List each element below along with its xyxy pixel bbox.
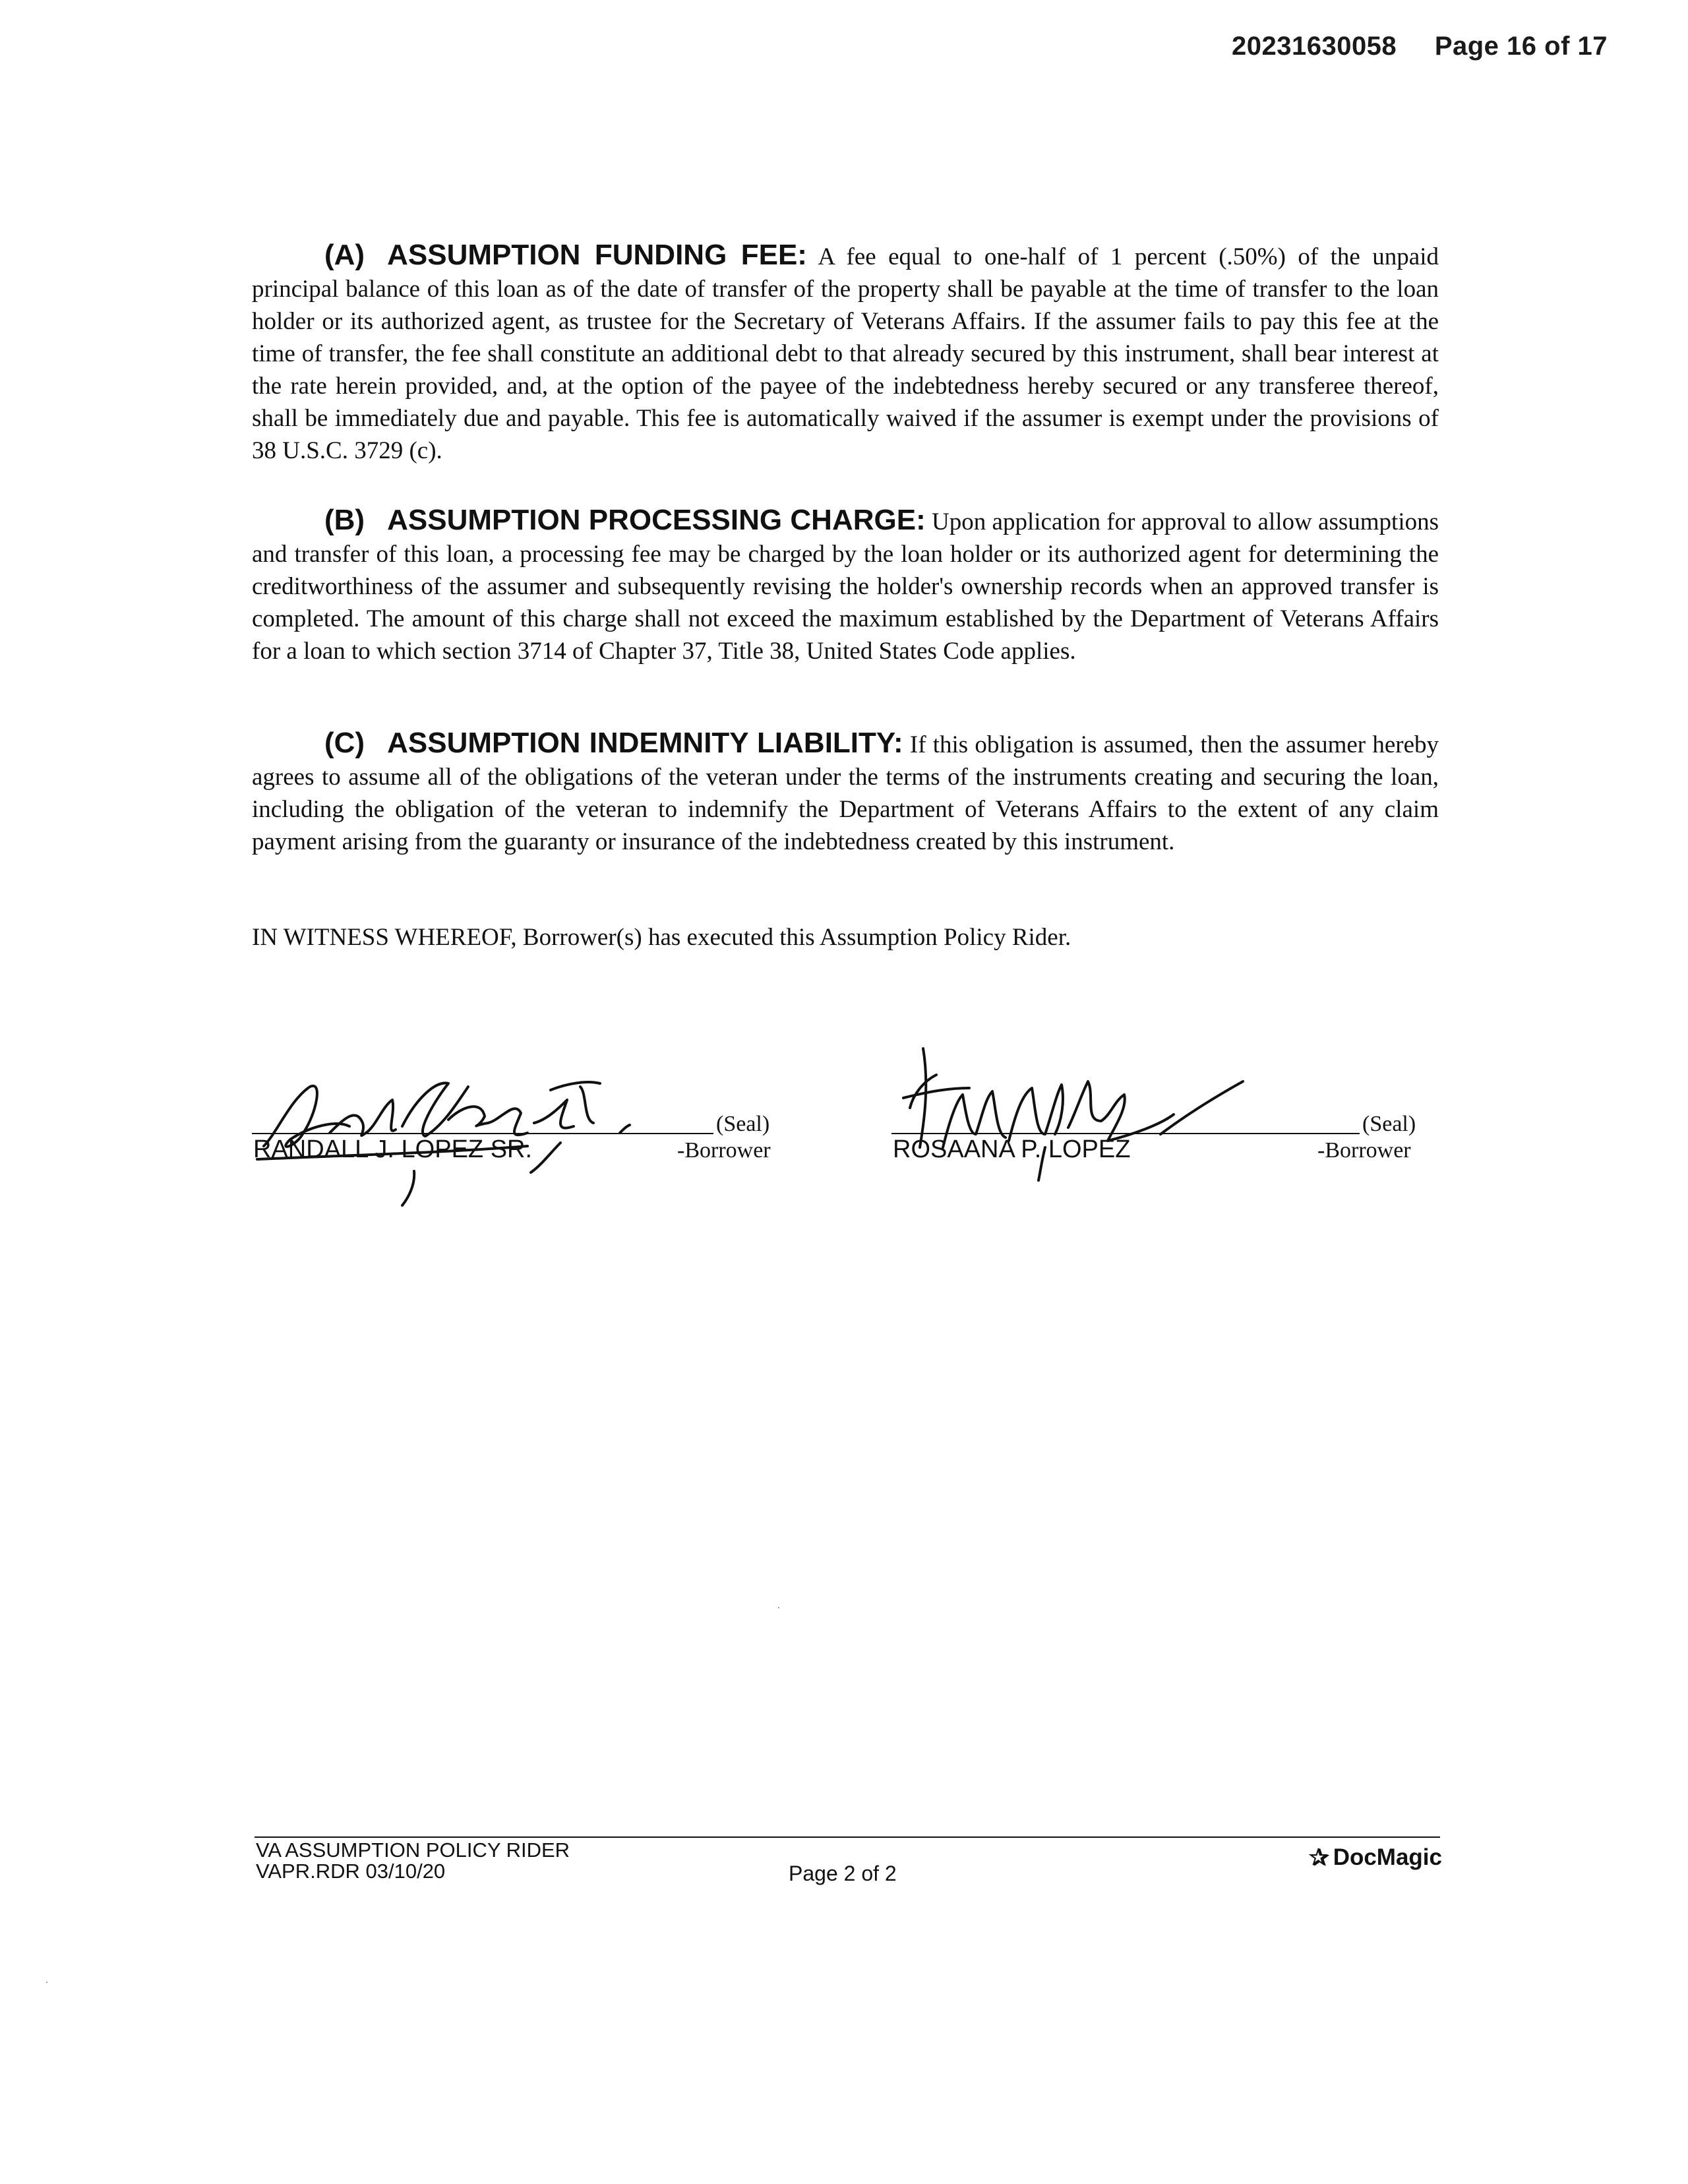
brand-name: DocMagic [1333,1844,1442,1870]
witness-text: IN WITNESS WHEREOF, Borrower(s) has executed this Assumption Policy Rider. [252,924,1071,951]
handwritten-signature-1 [251,1060,673,1192]
handwritten-signature-2 [884,1035,1253,1187]
document-number: 20231630058 [1231,32,1397,61]
clause-title: ASSUMPTION PROCESSING CHARGE: [387,504,926,536]
signer-name: ROSAANA P. LOPEZ [893,1136,1131,1163]
clause-text: If this obligation is assumed, then the assumer hereby agrees to assume all of the obligations of the veteran under the terms of the instruments creating and securing the loan, including the obligation of the veteran to indemnify the Department of Veterans Affairs to the extent of any claim payment arising from the guaranty or insurance of the indebtedness created by this instrument. [252,731,1439,855]
clause-text: Upon application for approval to allow assumptions and transfer of this loan, a processing fee may be charged by the loan holder or its authorized agent for determining the creditworthiness of the assumer and subsequently revising the holder's ownership records when an approved transfer is completed. The amount of this charge shall not exceed the maximum established by the Department of Veterans Affairs for a loan to which section 3714 of Chapter 37, Title 38, United States Code applies. [252,508,1439,665]
scan-speck [46,1982,47,1983]
footer-page-label: Page 2 of 2 [789,1862,897,1885]
clause-letter: (C) [324,727,365,759]
scan-speck [778,1607,779,1608]
clause-heading [252,239,807,271]
clause-assumption-funding-fee [252,239,1439,467]
clause-text: A fee equal to one-half of 1 percent (.50%) of the unpaid principal balance of this loan as of the date of transfer of the property shall be payable at the time of transfer to the loan holder or its authorized agent, as trustee for the Secretary of Veterans Affairs. If the assumer fails to pay this fee at the time of transfer, the fee shall constitute an additional debt to that already secured by this instrument, shall bear interest at the rate herein provided, and, at the option of the payee of the indebtedness hereby secured or any transferee thereof, shall be immediately due and payable. This fee is automatically waived if the assumer is exempt under the provisions of 38 U.S.C. 3729 (c). [252,243,1439,464]
recording-page-label: Page 16 of 17 [1434,32,1608,61]
signer-role: -Borrower [677,1138,771,1163]
signer-name: RANDALL J. LOPEZ SR. [253,1136,533,1163]
clause-title: ASSUMPTION FUNDING FEE: [387,239,807,271]
signature-line [891,1133,1360,1134]
form-code: VAPR.RDR 03/10/20 [256,1860,446,1883]
footer-form-info [256,1840,570,1882]
star-icon: ✰ [1309,1844,1329,1871]
signature-line [252,1133,713,1134]
clause-assumption-processing-charge [252,504,1439,667]
clause-letter: (A) [324,239,365,271]
signer-role: -Borrower [1317,1138,1411,1163]
clause-title: ASSUMPTION INDEMNITY LIABILITY: [387,727,903,759]
clause-heading [252,727,903,759]
form-title: VA ASSUMPTION POLICY RIDER [256,1838,570,1862]
footer-brand [1310,1844,1442,1871]
footer-rule [255,1836,1440,1838]
witness-statement [252,921,1439,954]
seal-label: (Seal) [1362,1112,1416,1136]
clause-heading [252,504,926,536]
seal-label: (Seal) [716,1112,770,1136]
clause-letter: (B) [324,504,365,536]
clause-assumption-indemnity-liability [252,727,1439,858]
recording-header [1232,32,1608,61]
